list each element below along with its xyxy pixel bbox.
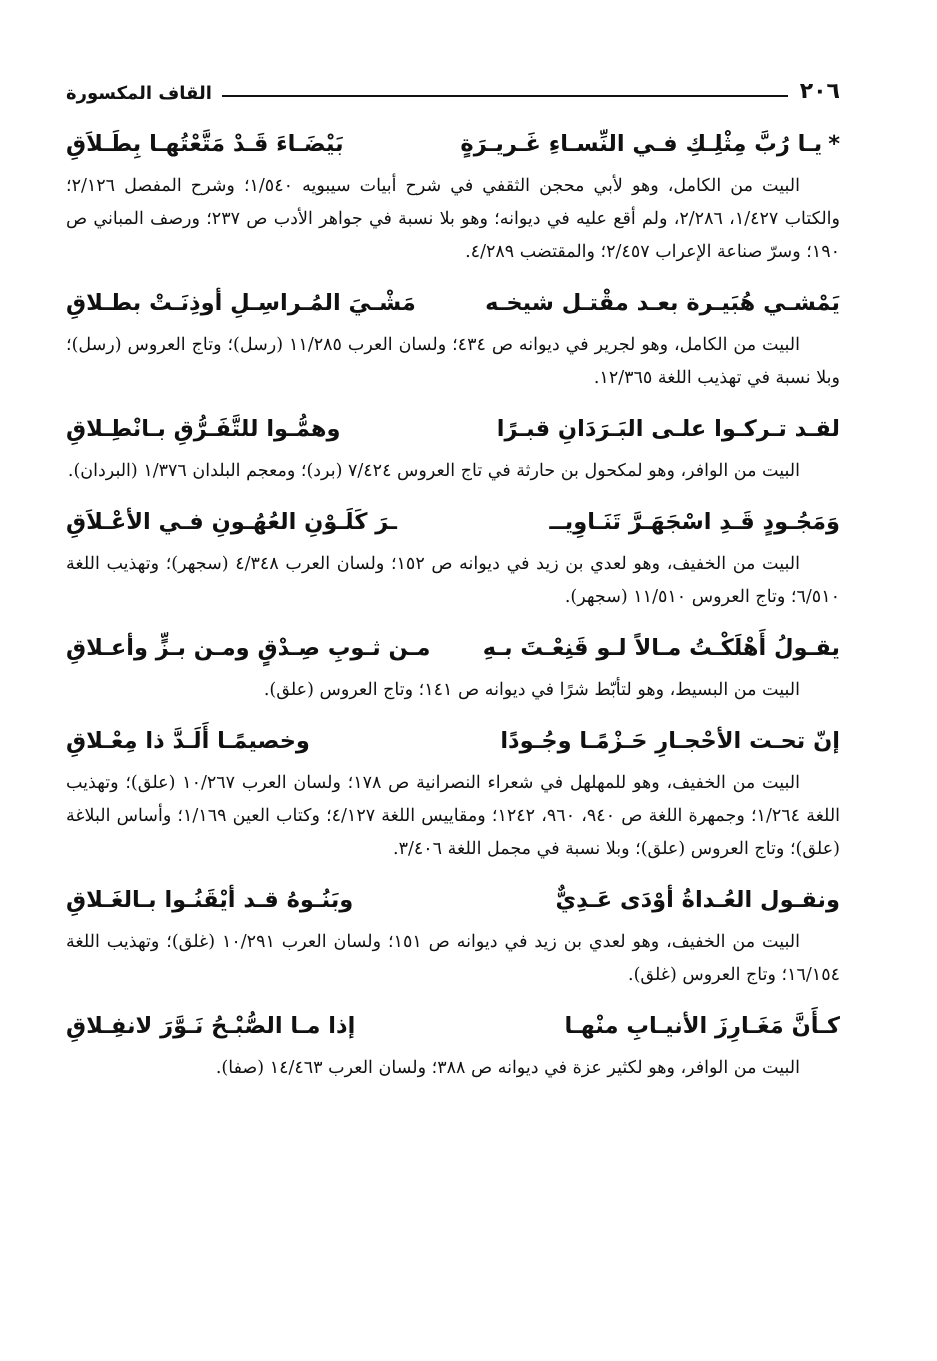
first-hemistich: يَمْشـي هُبَيـرة بعـد مقْتـل شيخـه <box>485 290 840 316</box>
verse-entry <box>66 626 840 707</box>
header-rule <box>222 95 788 97</box>
first-hemistich: إنّ تحـت الأحْجـارِ حَـزْمًـا وجُـودًا <box>500 728 840 754</box>
second-hemistich: وهمُّـوا للتَّفَـرُّقِ بـانْطِـلاقِ <box>66 416 341 442</box>
second-hemistich: بَيْضَـاءَ قَـدْ مَتَّعْتُهـا بِطَـلاَقِ <box>66 131 344 157</box>
second-hemistich: وخصيمًـا أَلَـدَّ ذا مِعْـلاقِ <box>66 728 310 754</box>
first-hemistich: وَمَجُـودٍ قَـدِ اسْجَهَـرَّ تَنَـاوِيــ <box>549 509 840 535</box>
verse-entry <box>66 122 840 269</box>
verse-line <box>66 719 840 763</box>
verse-line <box>66 281 840 325</box>
first-hemistich-text: يـا رُبَّ مِثْلِـكِ فـي النِّسـاءِ غَـريـرَةٍ <box>460 131 823 157</box>
first-hemistich: لقـد تـركـوا علـى البَـرَدَانِ قبـرًا <box>496 416 840 442</box>
second-hemistich: إذا مـا الصُّبْـحُ نَـوَّرَ لانفِـلاقِ <box>66 1013 356 1039</box>
verse-commentary: البيت من الخفيف، وهو للمهلهل في شعراء النصرانية ص ١٧٨؛ ولسان العرب ١٠/٢٦٧ (علق)؛ وتهذيب اللغة ١/٢٦٤؛ وجمهرة اللغة ص ٩٤٠، ٩٦٠، ١٢٤٢؛ ومقاييس اللغة ٤/١٢٧؛ وكتاب العين ١/١٦٩؛ وأساس البلاغة (علق)؛ وتاج العروس (علق)؛ وبلا نسبة في مجمل اللغة ٣/٤٠٦. <box>66 773 841 859</box>
first-hemistich <box>460 122 840 166</box>
verse-line <box>66 500 840 544</box>
first-hemistich: يقـولُ أَهْلَكْـتُ مـالاً لـو قَنِعْـتَ بـهِ <box>482 635 840 661</box>
verse-entry <box>66 281 840 395</box>
verse-entry <box>66 1004 840 1085</box>
verse-entry <box>66 719 840 866</box>
verse-commentary: البيت من الخفيف، وهو لعدي بن زيد في ديوانه ص ١٥١؛ ولسان العرب ١٠/٢٩١ (غلق)؛ وتهذيب اللغة ١٦/١٥٤؛ وتاج العروس (غلق). <box>66 932 840 985</box>
verse-entry <box>66 407 840 488</box>
verse-commentary: البيت من الوافر، وهو لكثير عزة في ديوانه ص ٣٨٨؛ ولسان العرب ١٤/٤٦٣ (صفا). <box>215 1058 800 1078</box>
second-hemistich: مـن ثـوبِ صِـدْقٍ ومـن بـزٍّ وأعـلاقِ <box>66 635 431 661</box>
verse-entry <box>66 500 840 614</box>
verse-entry <box>66 878 840 992</box>
verse-line <box>66 878 840 922</box>
section-title: القاف المكسورة <box>66 83 212 104</box>
second-hemistich: مَشْـيَ المُـراسِـلِ أوذِنَـتْ بطـلاقِ <box>66 290 416 316</box>
verse-commentary: البيت من الخفيف، وهو لعدي بن زيد في ديوانه ص ١٥٢؛ ولسان العرب ٤/٣٤٨ (سجهر)؛ وتهذيب اللغة ٦/٥١٠؛ وتاج العروس ١١/٥١٠ (سجهر). <box>66 554 840 607</box>
running-head <box>66 66 840 104</box>
page-number: ٢٠٦ <box>799 79 840 104</box>
verse-commentary: البيت من الكامل، وهو لجرير في ديوانه ص ٤٣٤؛ ولسان العرب ١١/٢٨٥ (رسل)؛ وتاج العروس (رسل)؛ وبلا نسبة في تهذيب اللغة ١٢/٣٦٥. <box>66 335 840 388</box>
second-hemistich: وبَنُـوهُ قـد أيْقَنُـوا بـالغَـلاقِ <box>66 887 354 913</box>
first-hemistich: ونقـول العُـداةُ أوْدَى عَـدِيٌّ <box>555 887 840 913</box>
verse-line <box>66 1004 840 1048</box>
verse-line <box>66 626 840 670</box>
verse-line <box>66 407 840 451</box>
verse-commentary: البيت من الكامل، وهو لأبي محجن الثقفي في شرح أبيات سيبويه ١/٥٤٠؛ وشرح المفصل ٢/١٢٦؛ والكتاب ١/٤٢٧، ٢/٢٨٦، ولم أقع عليه في ديوانه؛ وهو بلا نسبة في جواهر الأدب ص ٢٣٧؛ ورصف المباني ص ١٩٠؛ وسرّ صناعة الإعراب ٢/٤٥٧؛ والمقتضب ٤/٢٨٩. <box>66 176 840 262</box>
verse-commentary: البيت من الوافر، وهو لمكحول بن حارثة في تاج العروس ٧/٤٢٤ (برد)؛ ومعجم البلدان ١/٣٧٦ (البردان). <box>67 461 800 481</box>
second-hemistich: ـرَ كَلَـوْنِ العُهُـونِ فـي الأعْـلاَقِ <box>66 509 397 535</box>
first-hemistich: كـأَنَّ مَغَـارِزَ الأنيـابِ منْهـا <box>564 1013 840 1039</box>
verse-line <box>66 122 840 166</box>
verse-entries <box>66 122 840 1085</box>
verse-commentary: البيت من البسيط، وهو لتأبّط شرًا في ديوانه ص ١٤١؛ وتاج العروس (علق). <box>263 680 800 700</box>
entry-marker: * <box>828 131 840 157</box>
